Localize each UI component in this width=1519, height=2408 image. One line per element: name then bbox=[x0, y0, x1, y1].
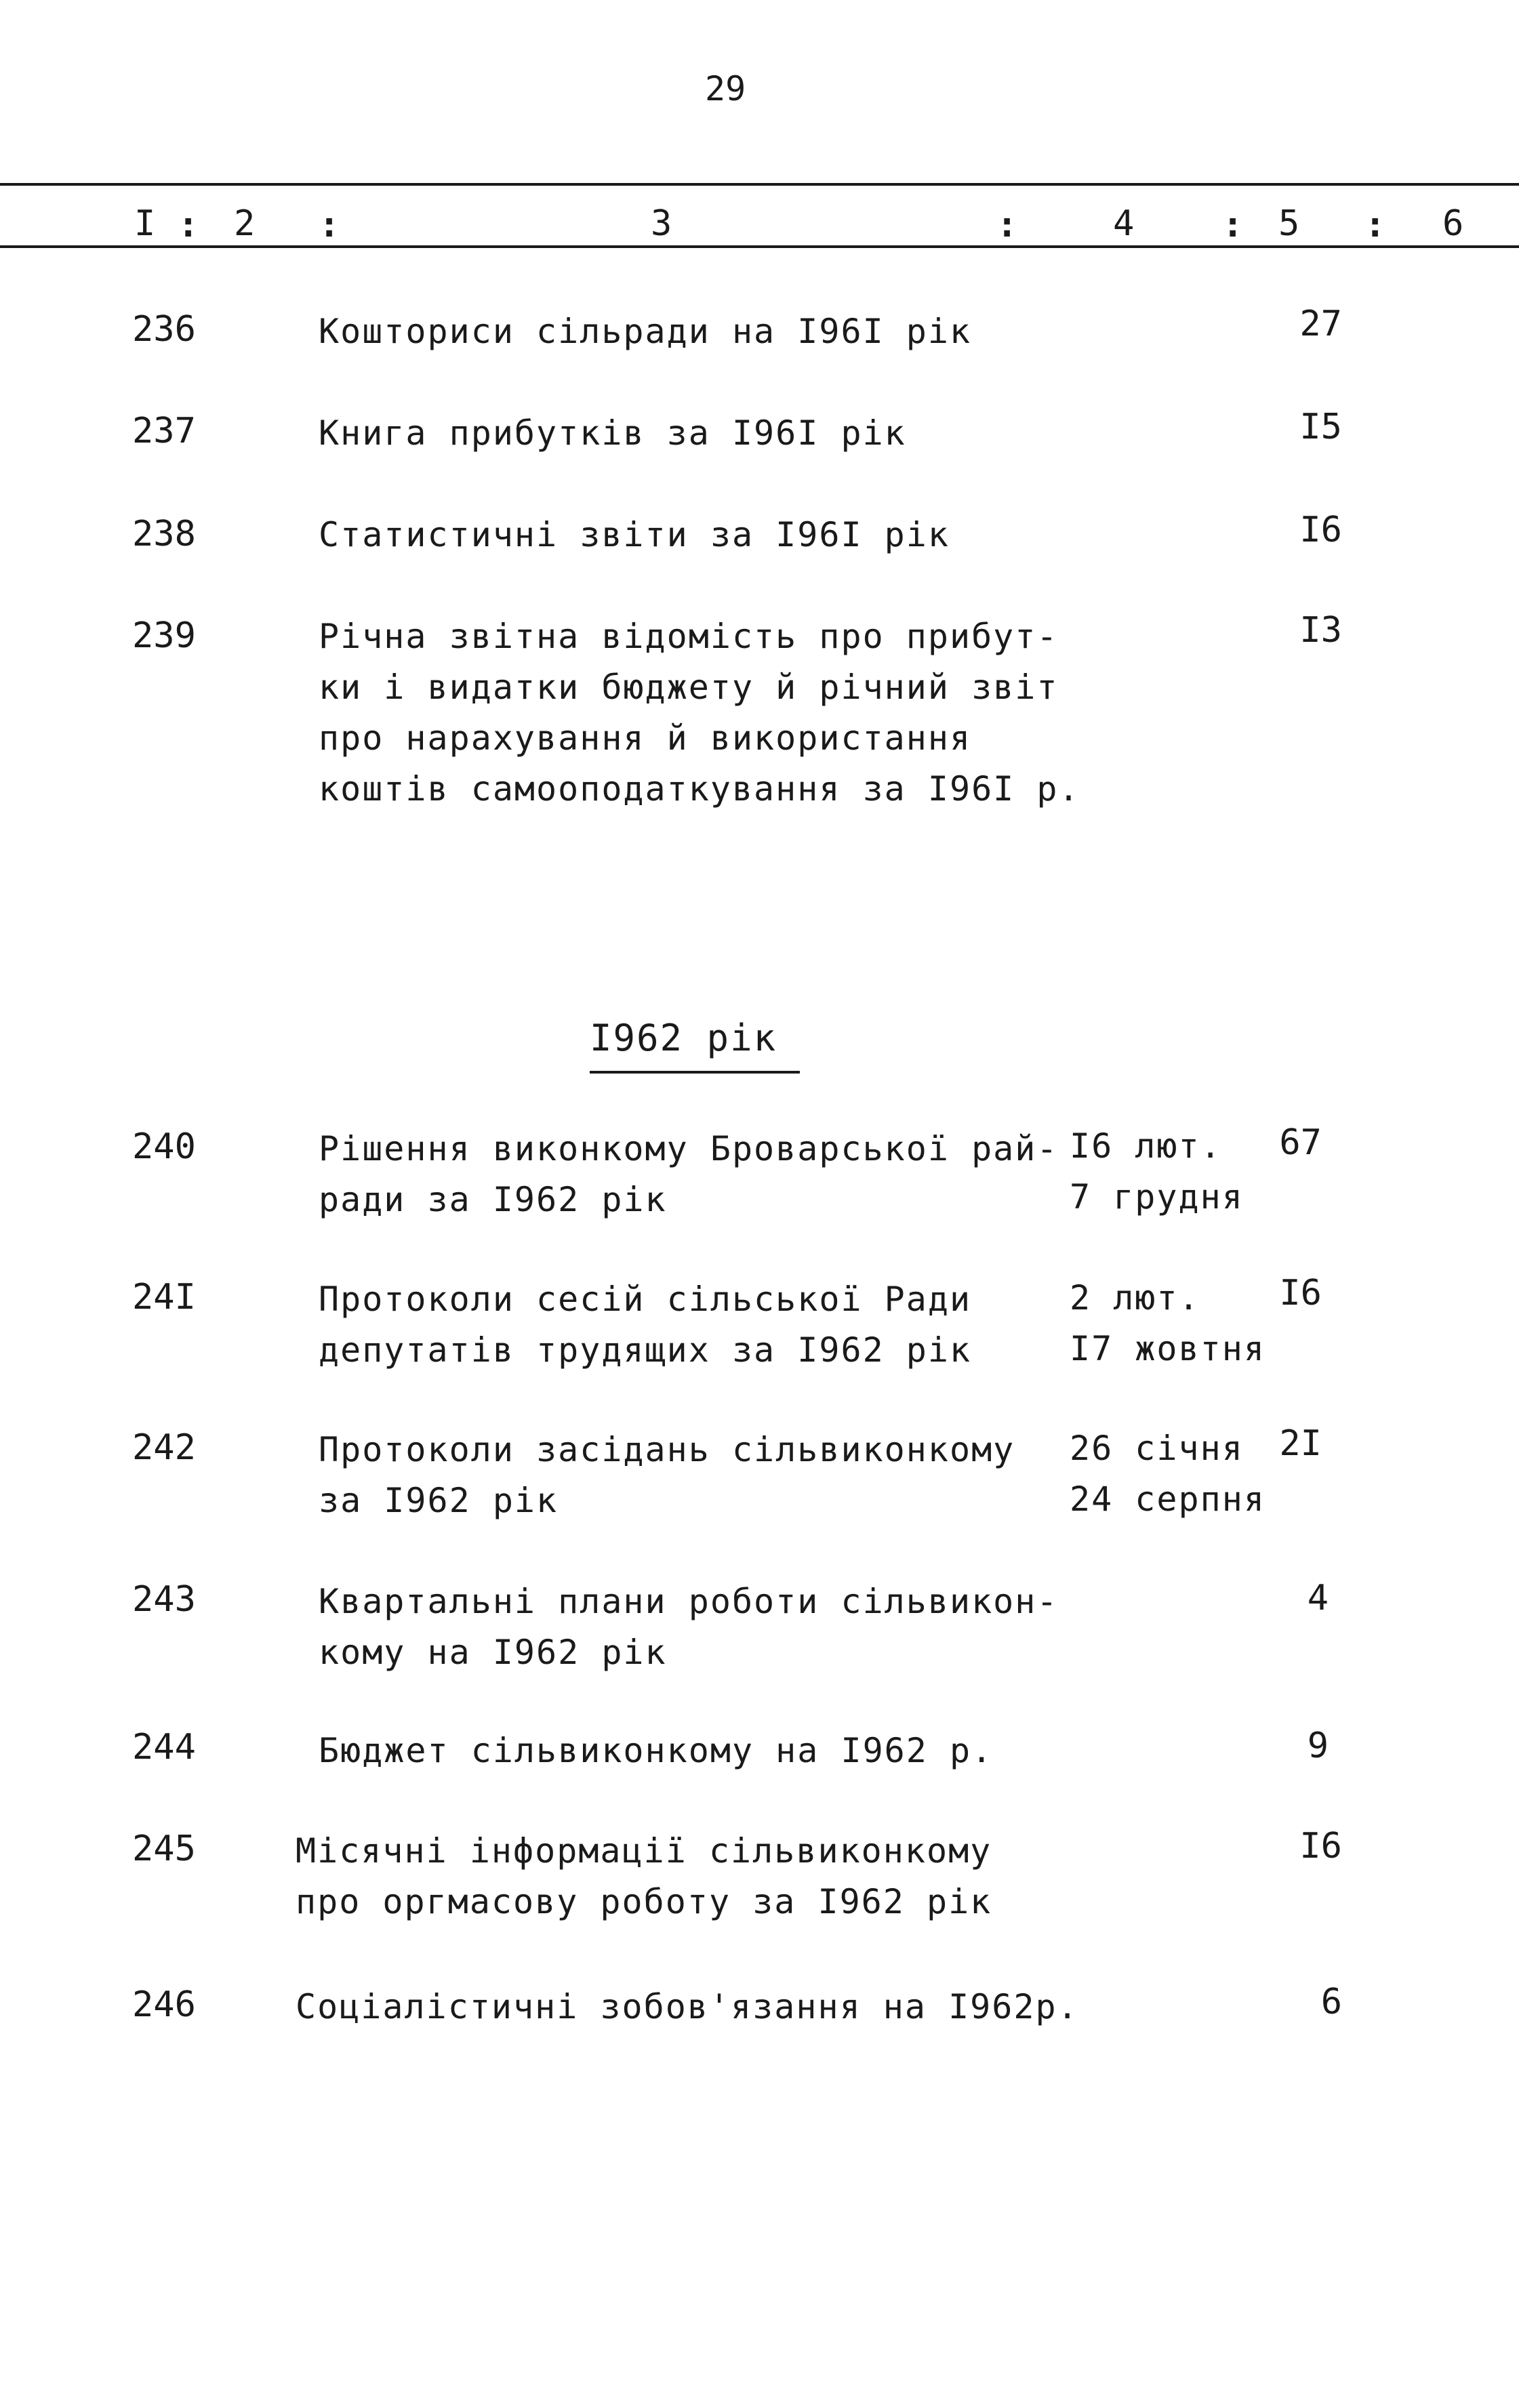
entry-title-line: Протоколи сесій сільської Ради bbox=[319, 1280, 972, 1319]
entry-title-line: Квартальні плани роботи сільвикон- bbox=[319, 1582, 1059, 1621]
column-header-3: 3 bbox=[651, 203, 672, 244]
entry-number: 239 bbox=[132, 615, 196, 656]
entry-title bbox=[319, 1124, 1059, 1225]
entry-title-line: кому на I962 рік bbox=[319, 1633, 667, 1672]
entry-title bbox=[319, 1726, 993, 1776]
entry-title-line: Соціалістичні зобов'язання на I962р. bbox=[296, 1987, 1079, 2026]
entry-title-line: Місячні інформації сільвиконкому bbox=[296, 1831, 992, 1871]
entry-count: 9 bbox=[1307, 1726, 1329, 1766]
column-separator: : bbox=[1222, 205, 1244, 245]
entry-number: 245 bbox=[132, 1829, 196, 1869]
entry-title-line: Кошториси сільради на I96I рік bbox=[319, 312, 972, 351]
entry-count: 27 bbox=[1299, 304, 1342, 344]
column-separator: : bbox=[996, 205, 1018, 245]
entry-date-end: I7 жовтня bbox=[1070, 1329, 1265, 1368]
entry-title-line: за I962 рік bbox=[319, 1481, 559, 1520]
entry-count: I3 bbox=[1299, 610, 1342, 651]
entry-title-line: про нарахування й використання bbox=[319, 718, 972, 758]
entry-date-start: I6 лют. bbox=[1070, 1126, 1222, 1166]
entry-title-line: ки і видатки бюджету й річний звіт bbox=[319, 668, 1059, 707]
entry-title-line: про оргмасову роботу за I962 рік bbox=[296, 1882, 992, 1921]
entry-title bbox=[319, 408, 906, 459]
column-separator: : bbox=[1364, 205, 1386, 245]
entry-title bbox=[319, 611, 1080, 815]
entry-count: I6 bbox=[1279, 1273, 1322, 1313]
entry-date-start: 26 січня bbox=[1070, 1429, 1244, 1468]
column-header-5: 5 bbox=[1278, 203, 1300, 244]
entry-number: 238 bbox=[132, 514, 196, 554]
page-number: 29 bbox=[705, 69, 746, 108]
entry-title bbox=[296, 1826, 992, 1927]
entry-number: 240 bbox=[132, 1126, 196, 1167]
entry-dates bbox=[1070, 1121, 1244, 1223]
entry-number: 243 bbox=[132, 1579, 196, 1620]
entry-count: I6 bbox=[1299, 1826, 1342, 1866]
table-header-rule bbox=[0, 245, 1519, 248]
entry-count: I5 bbox=[1299, 407, 1342, 447]
entry-title bbox=[319, 1576, 1059, 1678]
entry-date-end: 24 серпня bbox=[1070, 1480, 1265, 1519]
entry-count: 67 bbox=[1279, 1122, 1322, 1163]
entry-count: 4 bbox=[1307, 1578, 1329, 1618]
entry-title-line: Статистичні звіти за I96I рік bbox=[319, 515, 950, 554]
entry-title bbox=[319, 510, 950, 560]
entry-number: 24I bbox=[132, 1277, 196, 1318]
entry-title bbox=[296, 1982, 1079, 2033]
column-separator: : bbox=[319, 205, 340, 245]
entry-dates bbox=[1070, 1273, 1265, 1374]
column-header-2: 2 bbox=[234, 203, 256, 244]
year-heading-underline bbox=[590, 1071, 800, 1074]
entry-title-line: Бюджет сільвиконкому на I962 р. bbox=[319, 1731, 994, 1770]
year-heading: I962 рік bbox=[590, 1017, 777, 1059]
entry-title bbox=[319, 1425, 1015, 1526]
entry-title-line: ради за I962 рік bbox=[319, 1180, 667, 1219]
entry-number: 246 bbox=[132, 1984, 196, 2025]
entry-title bbox=[319, 306, 971, 357]
entry-count: I6 bbox=[1299, 510, 1342, 550]
entry-title bbox=[319, 1274, 971, 1376]
column-header-4: 4 bbox=[1113, 203, 1135, 244]
entry-date-end: 7 грудня bbox=[1070, 1177, 1244, 1217]
table-top-rule bbox=[0, 183, 1519, 186]
entry-count: 6 bbox=[1320, 1982, 1342, 2022]
entry-title-line: Книга прибутків за I96I рік bbox=[319, 413, 906, 453]
entry-dates bbox=[1070, 1423, 1265, 1525]
entry-title-line: Рішення виконкому Броварської рай- bbox=[319, 1129, 1059, 1168]
entry-number: 237 bbox=[132, 411, 196, 451]
entry-title-line: Річна звітна відомість про прибут- bbox=[319, 617, 1059, 656]
column-header-1: I bbox=[134, 203, 156, 244]
entry-count: 2I bbox=[1279, 1423, 1322, 1464]
entry-title-line: депутатів трудящих за I962 рік bbox=[319, 1330, 972, 1370]
entry-title-line: Протоколи засідань сільвиконкому bbox=[319, 1430, 1015, 1469]
column-separator: : bbox=[178, 205, 199, 245]
entry-number: 244 bbox=[132, 1727, 196, 1768]
entry-number: 242 bbox=[132, 1427, 196, 1468]
entry-number: 236 bbox=[132, 309, 196, 350]
entry-date-start: 2 лют. bbox=[1070, 1278, 1200, 1318]
column-header-6: 6 bbox=[1442, 203, 1464, 244]
entry-title-line: коштів самооподаткування за I96I р. bbox=[319, 769, 1080, 809]
